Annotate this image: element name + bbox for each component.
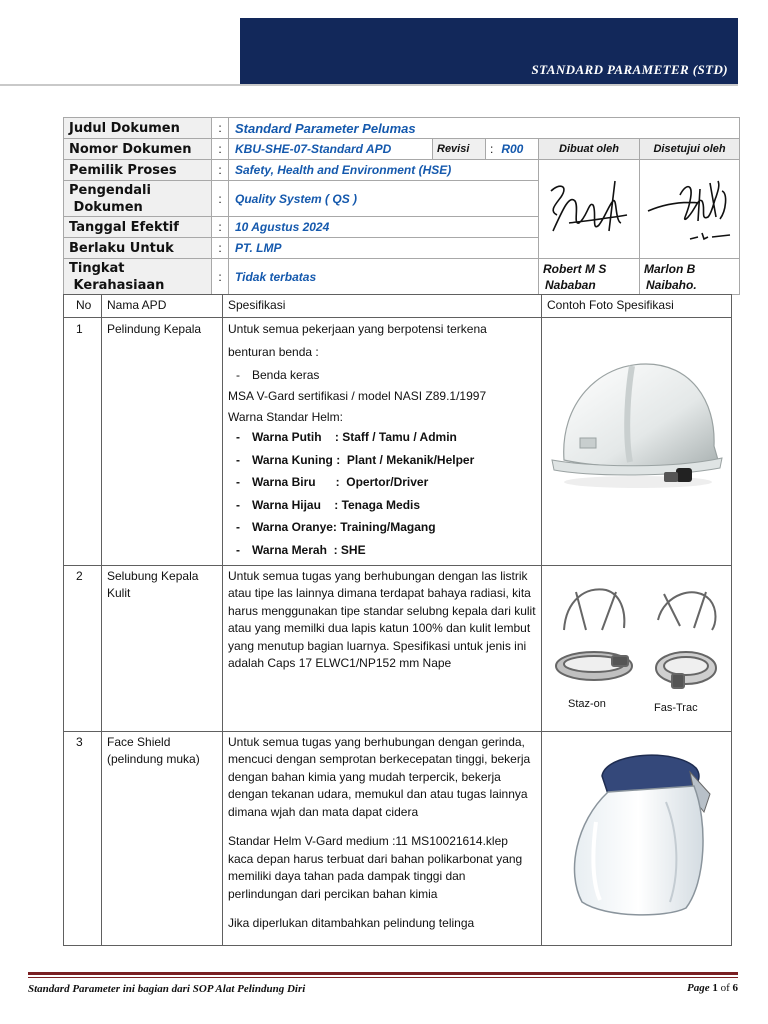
header-banner	[240, 18, 738, 84]
row-nama: Pelindung Kepala	[102, 317, 223, 565]
header-spesifikasi: Spesifikasi	[223, 295, 542, 318]
signature-dibuat	[539, 160, 640, 259]
disetujui-name: Marlon B Naibaho.	[640, 259, 740, 295]
list-item: - Benda keras	[236, 367, 320, 382]
judul-value: Standard Parameter Pelumas	[229, 118, 740, 139]
footer-divider-thin	[28, 977, 738, 978]
nomor-value: KBU-SHE-07-Standard APD	[229, 139, 433, 160]
row-nama: Face Shield (pelindung muka)	[102, 731, 223, 945]
judul-label: Judul Dokumen	[64, 118, 212, 139]
colon: :	[212, 238, 229, 259]
row-nama: Selubung Kepala Kulit	[102, 565, 223, 731]
colon: :	[212, 118, 229, 139]
row-spesifikasi: Untuk semua tugas yang berhubungan dengan gerinda, mencuci dengan semprotan berkecepatan tinggi, bekerja dengan bahan kimia yang mudah terpercik, bekerja dengan tekanan udara, memukul dan atau tugas lainnya dimana wjah dan mata dapat cidera Standar Helm V-Gard medium :11 MS10021614.klep kaca depan harus terbuat dari bahan polikarbonat yang memiliki daya tahan pada dampak tinggi dan perlindungan dari percikan bahan kimia Jika diperlukan ditambahkan pelindung telinga	[223, 731, 542, 945]
document-info-table	[63, 117, 740, 295]
berlaku-label: Berlaku Untuk	[64, 238, 212, 259]
face-shield-icon	[546, 742, 724, 922]
berlaku-value: PT. LMP	[229, 238, 539, 259]
footer-divider	[28, 972, 738, 975]
list-item: - Warna Biru : Opertor/Driver	[236, 475, 429, 489]
table-row	[64, 565, 732, 731]
revisi-value: : R00	[486, 139, 539, 160]
tingkat-label: Tingkat Kerahasiaan	[64, 259, 212, 295]
header-no: No	[64, 295, 102, 318]
pemilik-value: Safety, Health and Environment (HSE)	[229, 160, 539, 181]
colon: :	[212, 259, 229, 295]
staz-on-label: Staz-on	[568, 697, 606, 710]
table-row	[64, 317, 732, 565]
pengendali-label: Pengendali Dokumen	[64, 181, 212, 217]
pengendali-value: Quality System ( QS )	[229, 181, 539, 217]
apd-spec-table	[63, 294, 732, 946]
header-nama-apd: Nama APD	[102, 295, 223, 318]
banner-title: STANDARD PARAMETER (STD)	[531, 62, 728, 77]
table-row	[64, 731, 732, 945]
header-contoh-foto: Contoh Foto Spesifikasi	[542, 295, 732, 318]
row-no: 1	[64, 317, 102, 565]
row-no: 2	[64, 565, 102, 731]
list-item: - Warna Hijau : Tenaga Medis	[236, 497, 421, 512]
footer-note: Standard Parameter ini bagian dari SOP Alat Pelindung Diri	[28, 983, 306, 995]
row-no: 3	[64, 731, 102, 945]
header-divider	[0, 84, 738, 86]
colon: :	[212, 160, 229, 181]
revisi-label: Revisi	[433, 139, 486, 160]
colon: :	[212, 217, 229, 238]
helmet-icon	[546, 342, 724, 502]
signature-disetujui	[640, 160, 740, 259]
tingkat-value: Tidak terbatas	[229, 259, 539, 295]
list-item: - Warna Kuning : Plant / Mekanik/Helper	[236, 452, 475, 467]
nomor-label: Nomor Dokumen	[64, 139, 212, 160]
signature-robert	[539, 161, 639, 253]
disetujui-oleh-header: Disetujui oleh	[640, 139, 740, 160]
row-photo	[542, 731, 732, 945]
pemilik-label: Pemilik Proses	[64, 160, 212, 181]
dibuat-oleh-header: Dibuat oleh	[539, 139, 640, 160]
tanggal-label: Tanggal Efektif	[64, 217, 212, 238]
row-photo	[542, 565, 732, 731]
list-item: - Warna Oranye: Training/Magang	[236, 520, 436, 534]
row-spesifikasi: Untuk semua tugas yang berhubungan dengan las listrik atau tipe las lainnya dimana terdapat bahaya radiasi, kita harus menggunakan tipe standar selubng kepala dari kulit atau yang memilki dua lapis katun 100% dan kulit lembut yang menutup bagian luarnya. Spesifikasi untuk jenis ini adalah Caps 17 ELWC1/NP152 mm Nape	[223, 565, 542, 731]
row-photo	[542, 317, 732, 565]
list-item: - Warna Putih : Staff / Tamu / Admin	[236, 430, 457, 444]
page-number: Page 1 of 6	[686, 982, 738, 994]
colon: :	[212, 139, 229, 160]
row-spesifikasi: Untuk semua pekerjaan yang berpotensi terkena benturan benda : - Benda keras MSA V-Gard sertifikasi / model NASI Z89.1/1997 Warna Standar Helm: - Warna Putih : Staff / Tamu / Admin - Warna Kuning : Plant / Mekanik/Helper - Warna Biru : Opertor/Driver - Warna Hijau : Tenaga Medis - Warna Oranye: Training/Magang - Warna Merah : SHE	[223, 317, 542, 565]
signature-marlon	[640, 161, 740, 253]
fas-trac-label: Fas-Trac	[654, 701, 698, 714]
dibuat-name: Robert M S Nababan	[539, 259, 640, 295]
list-item: - Warna Merah : SHE	[236, 542, 366, 557]
tanggal-value: 10 Agustus 2024	[229, 217, 539, 238]
colon: :	[212, 181, 229, 217]
